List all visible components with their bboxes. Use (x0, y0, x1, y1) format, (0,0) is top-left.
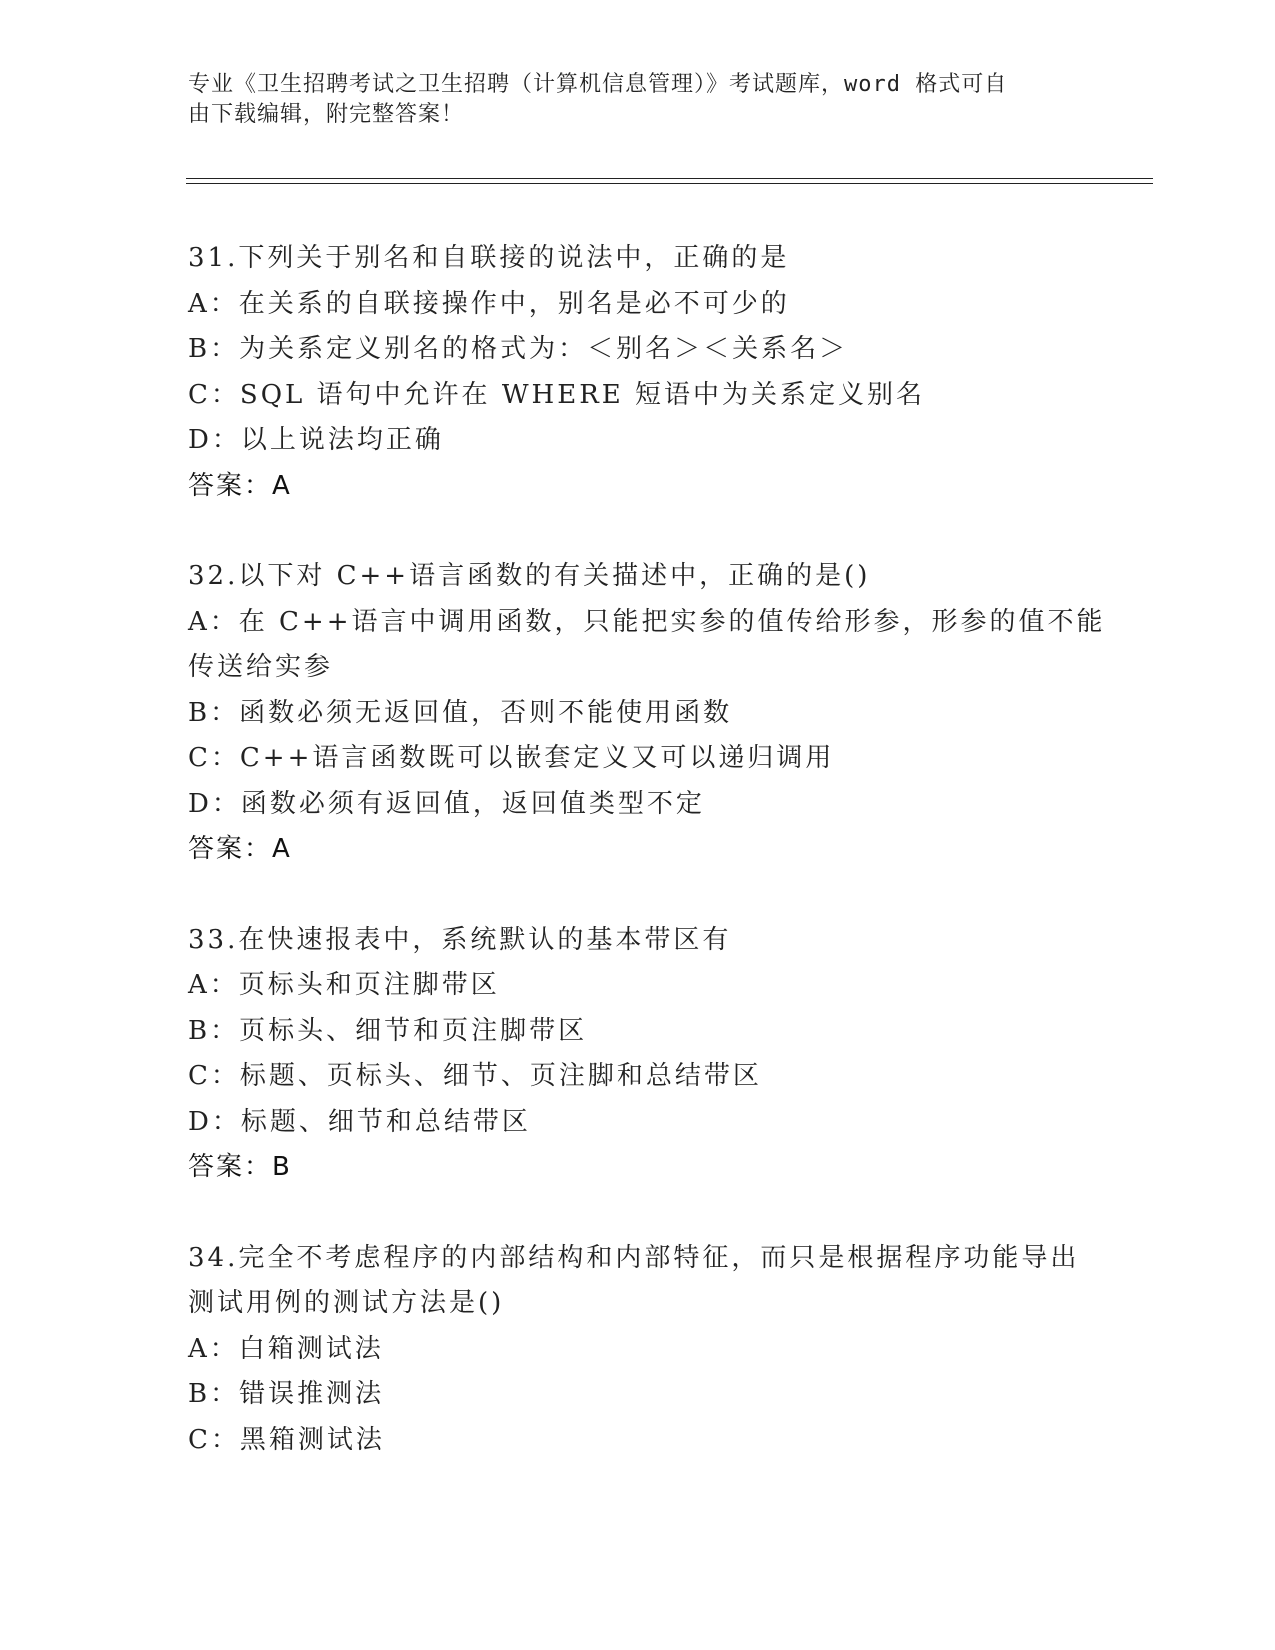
question-stem: 34.完全不考虑程序的内部结构和内部特征，而只是根据程序功能导出 (188, 1242, 1080, 1273)
answer-option: 传送给实参 (188, 652, 334, 682)
answer-option: B：错误推测法 (188, 1379, 385, 1409)
document-header (188, 70, 1068, 130)
answer-option: D：函数必须有返回值，返回值类型不定 (188, 788, 705, 819)
answer-option: C：SQL 语句中允许在 WHERE 短语中为关系定义别名 (188, 379, 926, 410)
answer-option: D：标题、细节和总结带区 (188, 1106, 531, 1137)
answer-option: A：在 C++语言中调用函数，只能把实参的值传给形参，形参的值不能 (188, 606, 1106, 637)
question-list (188, 236, 1106, 1508)
question-stem: 32.以下对 C++语言函数的有关描述中，正确的是() (188, 561, 871, 591)
answer-option: A：页标头和页注脚带区 (188, 970, 500, 1000)
answer-key: 答案：B (188, 1152, 292, 1182)
question-stem: 33.在快速报表中，系统默认的基本带区有 (188, 924, 732, 955)
header-divider-bottom (186, 183, 1153, 184)
answer-option: C：标题、页标头、细节、页注脚和总结带区 (188, 1061, 762, 1091)
answer-option: B：为关系定义别名的格式为：＜别名＞＜关系名＞ (188, 334, 849, 364)
question-stem: 31.下列关于别名和自联接的说法中，正确的是 (188, 243, 790, 273)
answer-option: C：C++语言函数既可以嵌套定义又可以递归调用 (188, 743, 835, 773)
answer-option: C：黑箱测试法 (188, 1424, 385, 1455)
answer-option: B：页标头、细节和页注脚带区 (188, 1015, 588, 1046)
answer-key: 答案：A (188, 470, 292, 501)
question-block (188, 554, 1106, 873)
question-stem: 测试用例的测试方法是() (188, 1288, 505, 1318)
question-block (188, 918, 1088, 1191)
header-divider-top (186, 178, 1153, 179)
answer-option: A：在关系的自联接操作中，别名是必不可少的 (188, 288, 790, 319)
header-line-1: 专业《卫生招聘考试之卫生招聘（计算机信息管理）》考试题库，word 格式可自 (188, 72, 1008, 97)
question-block (188, 236, 1088, 509)
question-block (188, 1236, 1088, 1464)
answer-option: A：白箱测试法 (188, 1333, 384, 1364)
answer-option: D：以上说法均正确 (188, 425, 444, 455)
answer-option: B：函数必须无返回值，否则不能使用函数 (188, 697, 733, 728)
header-line-2: 由下载编辑，附完整答案！ (188, 102, 465, 127)
answer-key: 答案：A (188, 834, 292, 864)
